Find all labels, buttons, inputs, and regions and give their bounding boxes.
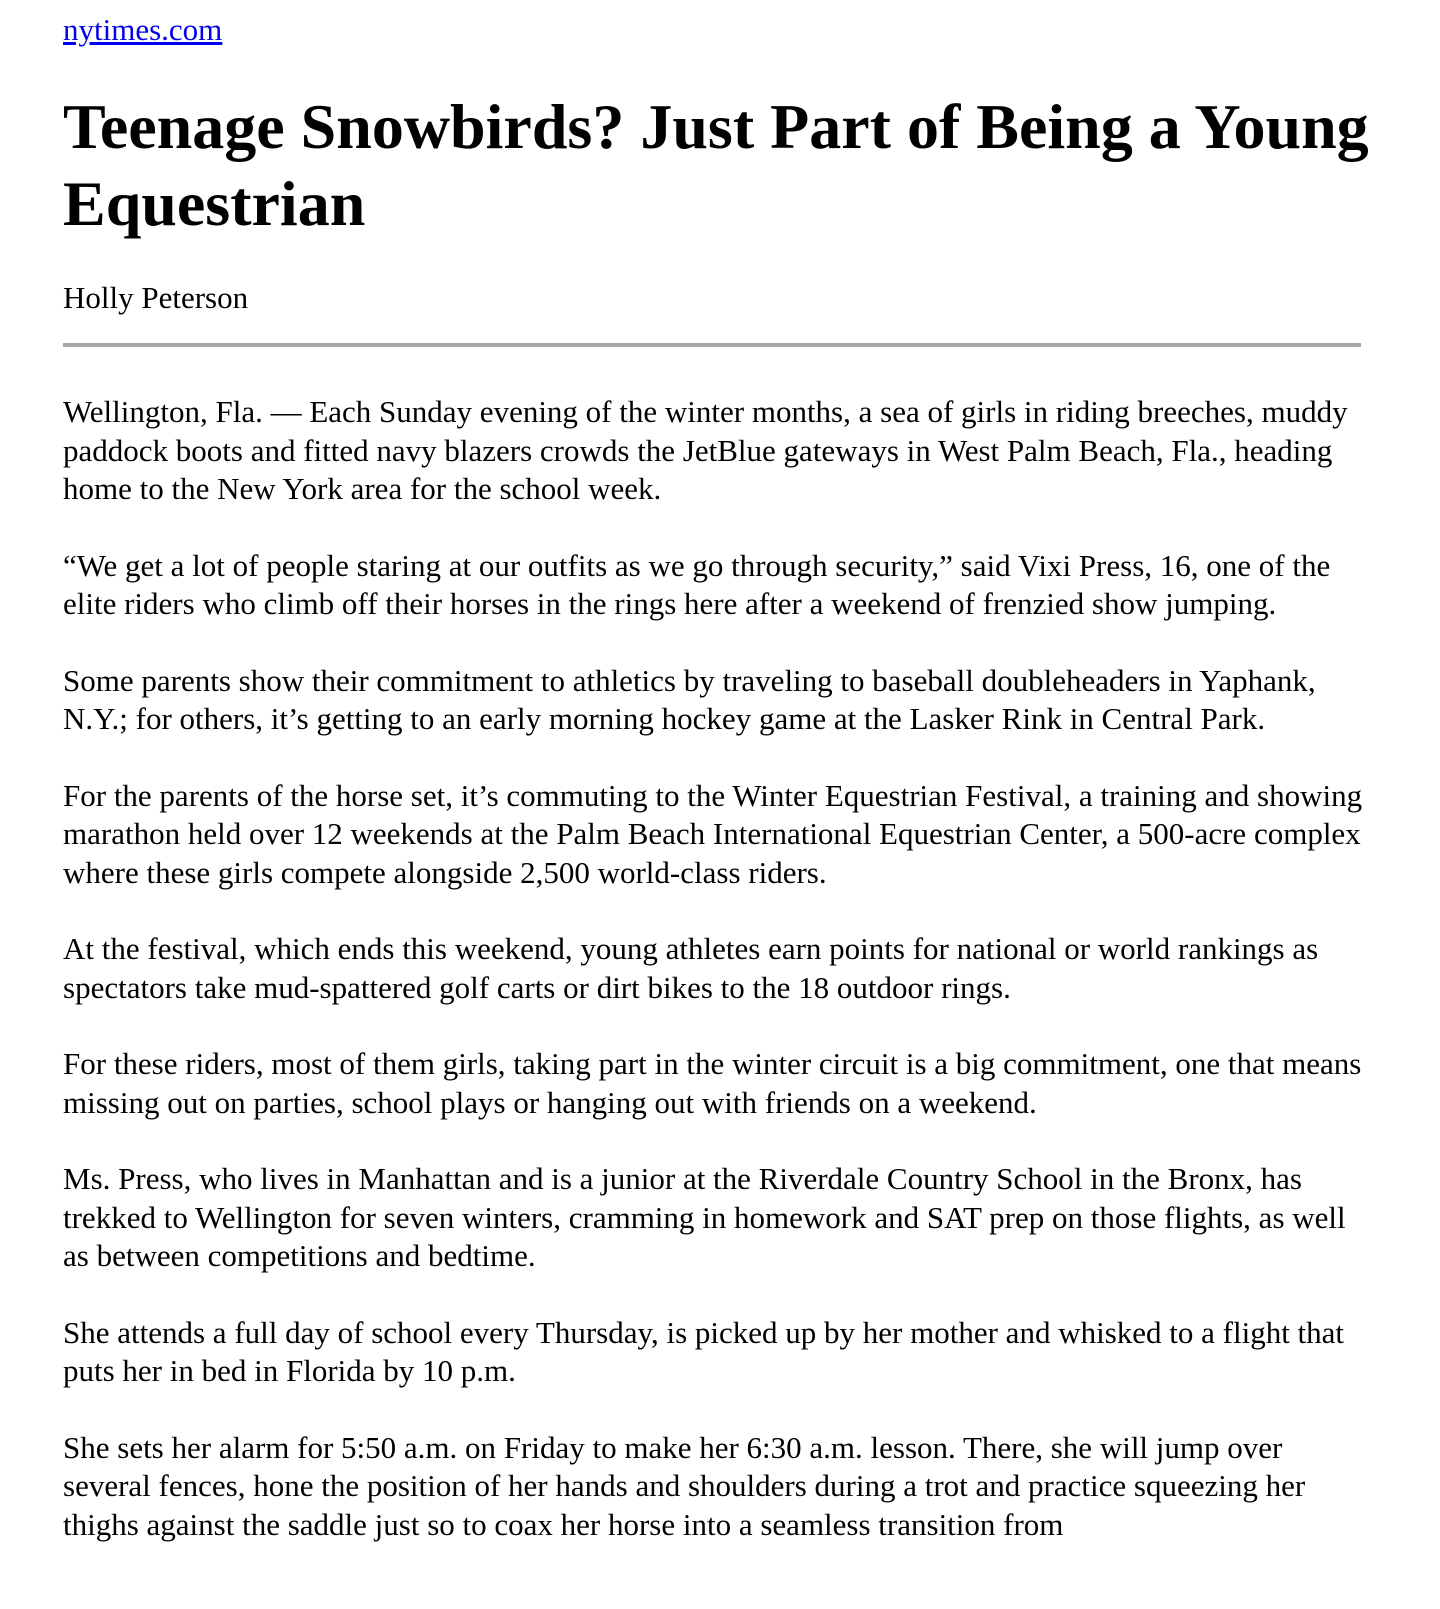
article-paragraph: At the festival, which ends this weekend, young athletes earn points for national or world rankings as spectators take mud-spattered golf carts or dirt bikes to the 18 outdoor rings. [63,931,1319,1005]
source-link[interactable]: nytimes.com [63,12,223,47]
article-paragraph: For these riders, most of them girls, taking part in the winter circuit is a big commitment, one that means missing out on parties, school plays or hanging out with friends on a weekend. [63,1046,1362,1120]
article-paragraph: Ms. Press, who lives in Manhattan and is a junior at the Riverdale Country School in the Bronx, has trekked to Wellington for seven winters, cramming in homework and SAT prep on those flights, as well as between competitions and bedtime. [63,1161,1346,1273]
article-paragraph: She sets her alarm for 5:50 a.m. on Friday to make her 6:30 a.m. lesson. There, she will jump over several fences, hone the position of her hands and shoulders during a trot and practice squeezing her thighs against the saddle just so to coax her horse into a seamless transition from [63,1429,1306,1542]
article-body [63,393,1369,1582]
article-byline: Holly Peterson [63,280,249,315]
article-paragraph: Some parents show their commitment to athletics by traveling to baseball doubleheaders in Yaphank, N.Y.; for others, it’s getting to an early morning hockey game at the Lasker Rink in Central Park. [63,662,1316,736]
article-paragraph: She attends a full day of school every Thursday, is picked up by her mother and whisked to a flight that puts her in bed in Florida by 10 p.m. [63,1314,1345,1388]
article-headline: Teenage Snowbirds? Just Part of Being a Young Equestrian [63,91,1369,239]
article-paragraph: For the parents of the horse set, it’s commuting to the Winter Equestrian Festival, a training and showing marathon held over 12 weekends at the Palm Beach International Equestrian Center, a 500-acre complex where these girls compete alongside 2,500 world-class riders. [63,777,1363,890]
article-paragraph: “We get a lot of people staring at our outfits as we go through security,” said Vixi Press, 16, one of the elite riders who climb off their horses in the rings here after a weekend of frenzied show jumping. [63,547,1331,621]
header-divider [63,343,1361,347]
article-paragraph: Wellington, Fla. — Each Sunday evening of the winter months, a sea of girls in riding breeches, muddy paddock boots and fitted navy blazers crowds the JetBlue gateways in West Palm Beach, Fla., heading home to the New York area for the school week. [63,394,1348,506]
